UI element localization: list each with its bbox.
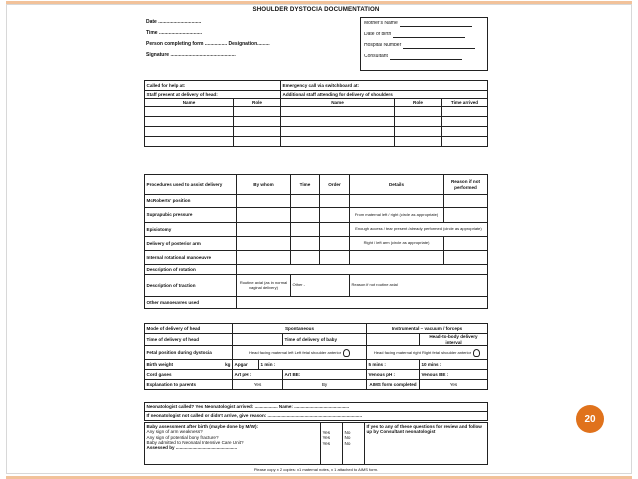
hospital-number-row: Hospital Number	[364, 43, 484, 54]
date-field: Date ...............................	[146, 19, 202, 25]
baby-assessment-table	[144, 422, 488, 465]
baby-icon	[343, 349, 350, 357]
page-number-badge: 20	[576, 405, 604, 433]
by-whom-header: By whom	[237, 175, 291, 195]
neonatologist-reason: If neonatologist not called or didn't arrive, give reason: ..........................................................................	[145, 412, 488, 421]
consultant-review-note: If yes to any of these questions for review and follow up by Consultant neonatologist	[365, 423, 488, 465]
col-role-2: Role	[395, 99, 442, 107]
venous-be: Venous BE :	[419, 370, 487, 380]
venous-ph: Venous pH :	[367, 370, 420, 380]
baby-icon	[473, 349, 480, 357]
suprapubic-row: Suprapubic pressure	[145, 208, 237, 223]
assessed-by: Assessed by ................................................	[146, 445, 238, 451]
reason-header: Reason if not performed	[444, 175, 488, 195]
arm-details: Right / left arm (circle as appropriate)	[350, 237, 444, 251]
explanation-yes: Yes	[233, 380, 283, 390]
table-row	[145, 107, 234, 117]
col-role-1: Role	[234, 99, 281, 107]
head-body-interval: Head-to-body delivery interval	[419, 334, 487, 346]
arm-weakness-question: Any sign of arm weakness?	[146, 429, 203, 435]
neonatologist-called: Neonatologist called? Yes Neonatologist arrived: .................. Name: ...........................................	[145, 403, 488, 412]
apgar-10min: 10 mins :	[419, 360, 487, 370]
footer-note: Please copy x 2 copies: x1 maternal notes, x 1 attached to AIMS form.	[253, 467, 379, 472]
neonatal-table	[144, 402, 488, 421]
apgar-1min: 1 min :	[259, 360, 367, 370]
traction-routine: Routine axial (as in normal vaginal delivery)	[237, 275, 291, 297]
internal-rotation-row: Internal rotational manoeuvre	[145, 251, 237, 265]
aims-form: AIMS form completed	[367, 380, 420, 390]
art-be: Art BE:	[283, 370, 367, 380]
no-column: No No No	[343, 423, 365, 465]
procedures-table	[144, 174, 488, 309]
spontaneous: Spontaneous	[233, 324, 367, 334]
time-baby: Time of delivery of baby	[283, 334, 367, 346]
staff-table	[144, 80, 488, 147]
rotation-description-row: Description of rotation	[145, 265, 237, 275]
other-manoeuvres-row: Other manoeuvres used	[145, 297, 237, 309]
order-header: Order	[320, 175, 350, 195]
yes-column: Yes Yes Yes	[321, 423, 343, 465]
cord-gases: Cord gases	[145, 370, 233, 380]
episiotomy-details: Enough access / tear present /already performed (circle as appropriate)	[350, 223, 488, 237]
episiotomy-row: Episiotomy	[145, 223, 237, 237]
time-field: Time ...............................	[146, 30, 203, 36]
dob-row: Date of birth	[364, 32, 484, 43]
signature-field: Signature ...............................................	[146, 52, 236, 58]
traction-other: Other -	[291, 275, 350, 297]
baby-assessment-title: Baby assessment after birth (maybe done by M/W):	[146, 424, 259, 429]
table-row	[145, 137, 234, 147]
table-row	[145, 117, 234, 127]
emergency-call: Emergency call via switchboard at:	[281, 81, 488, 91]
nicu-question: Baby admitted to Neonatal Intensive Care Unit?	[146, 439, 244, 445]
traction-row: Description of traction	[145, 275, 237, 297]
birth-weight: Birth weight kg	[145, 360, 233, 370]
person-field: Person completing form ................ Designation.........	[146, 41, 270, 47]
additional-staff: Additional staff attending for delivery of shoulders	[281, 91, 488, 99]
aims-yes: Yes	[419, 380, 487, 390]
mother-name-row: Mother's Name	[364, 21, 484, 32]
explanation: Explanation to parents	[145, 380, 233, 390]
baby-questions	[145, 423, 321, 465]
mode-label: Mode of delivery of head	[145, 324, 233, 334]
fetal-position: Fetal position during dystocia	[145, 346, 233, 360]
explanation-by: By	[283, 380, 367, 390]
patient-box	[360, 17, 488, 71]
instrumental: Instrumental – vacuum / forceps	[367, 324, 488, 334]
right-shoulder: Head facing maternal right Right fetal shoulder anterior	[367, 346, 488, 360]
table-row	[145, 127, 234, 137]
traction-reason: Reason if not routine axial	[350, 275, 488, 297]
proc-header: Procedures used to assist delivery	[145, 175, 237, 195]
header-details	[146, 20, 324, 64]
called-for-help: Called for help at:	[145, 81, 281, 91]
time-head: Time of delivery of head	[145, 334, 233, 346]
col-time-arrived: Time arrived	[442, 99, 488, 107]
time-header: Time	[291, 175, 320, 195]
posterior-arm-row: Delivery of posterior arm	[145, 237, 237, 251]
suprapubic-details: From maternal left / right (circle as appropriate)	[350, 208, 444, 223]
apgar: Apgar	[233, 360, 259, 370]
art-ph: Art pH :	[233, 370, 283, 380]
staff-present: Staff present at delivery of head:	[145, 91, 281, 99]
consultant-row: Consultant	[364, 54, 484, 65]
col-name-1: Name	[145, 99, 234, 107]
documentation-form	[140, 2, 492, 476]
fracture-question: Any sign of potential bony fracture?	[146, 434, 219, 440]
mcroberts-row: McRoberts' position	[145, 195, 237, 208]
outcome-table	[144, 323, 488, 390]
apgar-5min: 5 mins :	[367, 360, 420, 370]
details-header: Details	[350, 175, 444, 195]
left-shoulder: Head facing maternal left Left fetal shoulder anterior	[233, 346, 367, 360]
col-name-2: Name	[281, 99, 395, 107]
form-title: SHOULDER DYSTOCIA DOCUMENTATION	[252, 6, 380, 13]
